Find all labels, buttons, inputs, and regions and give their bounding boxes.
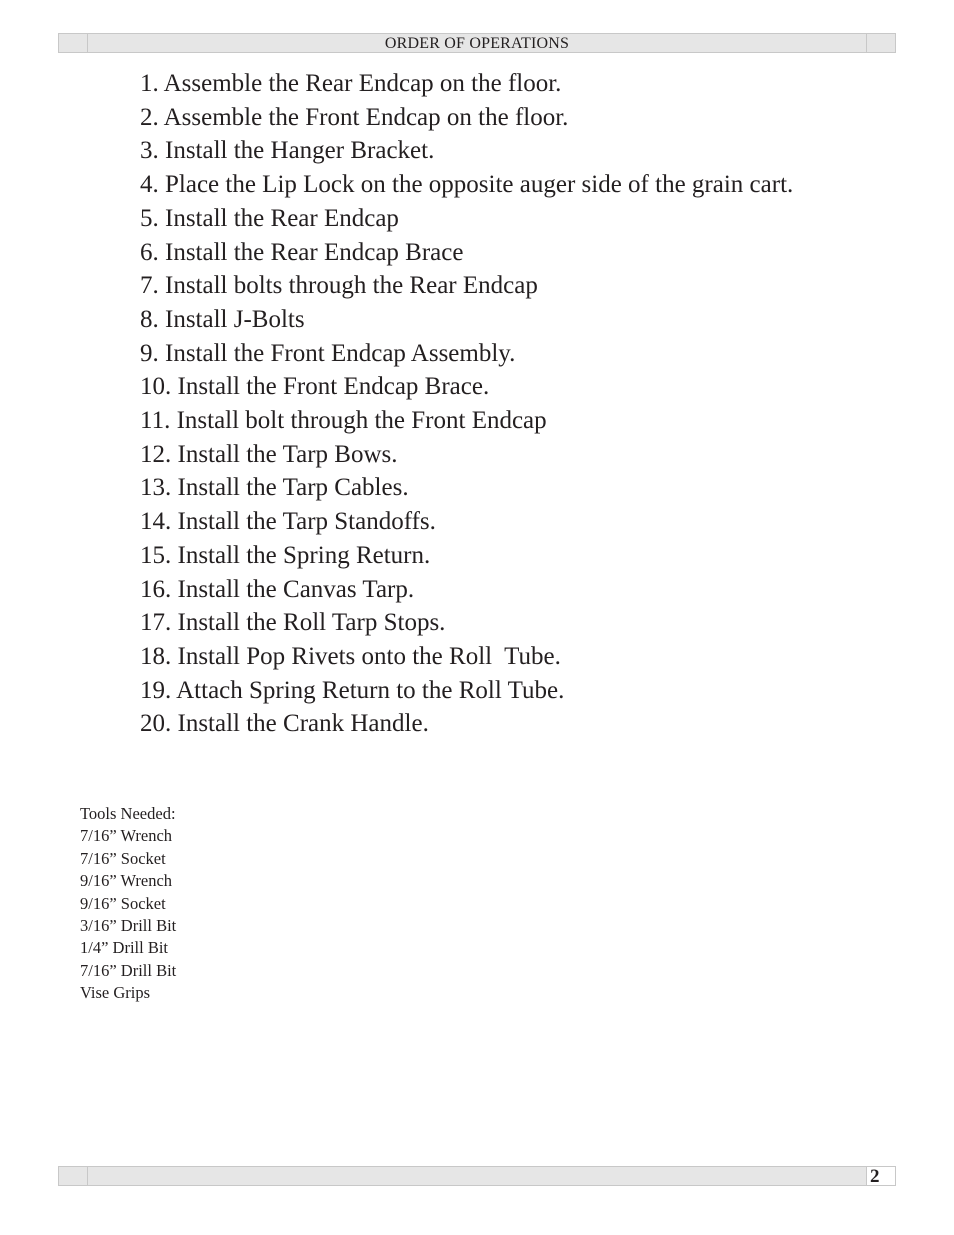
list-item: 16. Install the Canvas Tarp.: [140, 575, 415, 603]
list-item: 1. Assemble the Rear Endcap on the floor.: [140, 70, 562, 97]
tool-item: 7/16” Wrench: [80, 826, 173, 846]
tool-item: 9/16” Wrench: [80, 871, 173, 891]
list-item: 19. Attach Spring Return to the Roll Tube.: [140, 676, 565, 704]
list-item: 15. Install the Spring Return.: [140, 541, 431, 569]
list-item: 3. Install the Hanger Bracket.: [140, 137, 435, 165]
list-item: 17. Install the Roll Tarp Stops.: [140, 609, 446, 637]
list-item: 2. Assemble the Front Endcap on the floor.: [140, 103, 569, 131]
list-item: 6. Install the Rear Endcap Brace: [140, 238, 464, 266]
list-item: 4. Place the Lip Lock on the opposite auger side of the grain cart.: [140, 171, 794, 199]
page-number: 2: [867, 1167, 895, 1185]
header-bar: [58, 33, 896, 53]
tools-needed-section: [80, 803, 176, 1005]
footer-bar: [58, 1166, 896, 1186]
footer-bar-divider-left: [87, 1167, 88, 1185]
tool-item: 7/16” Socket: [80, 848, 166, 868]
page-title: ORDER OF OPERATIONS: [384, 35, 570, 52]
tool-item: 3/16” Drill Bit: [80, 916, 177, 936]
tool-item: 7/16” Drill Bit: [80, 960, 177, 980]
list-item: 7. Install bolts through the Rear Endcap: [140, 272, 538, 300]
list-item: 10. Install the Front Endcap Brace.: [140, 373, 490, 401]
operations-list: [140, 67, 793, 741]
list-item: 11. Install bolt through the Front Endcap: [140, 407, 547, 435]
list-item: 5. Install the Rear Endcap: [140, 204, 399, 232]
list-item: 13. Install the Tarp Cables.: [140, 474, 409, 502]
tool-item: Vise Grips: [80, 983, 151, 1003]
list-item: 8. Install J-Bolts: [140, 305, 305, 333]
tool-item: 1/4” Drill Bit: [80, 938, 168, 958]
list-item: 12. Install the Tarp Bows.: [140, 440, 398, 468]
list-item: 20. Install the Crank Handle.: [140, 710, 429, 738]
tools-heading: Tools Needed:: [80, 804, 176, 823]
list-item: 18. Install Pop Rivets onto the Roll Tube.: [140, 642, 561, 670]
list-item: 14. Install the Tarp Standoffs.: [140, 508, 436, 536]
list-item: 9. Install the Front Endcap Assembly.: [140, 339, 516, 367]
tool-item: 9/16” Socket: [80, 893, 166, 913]
